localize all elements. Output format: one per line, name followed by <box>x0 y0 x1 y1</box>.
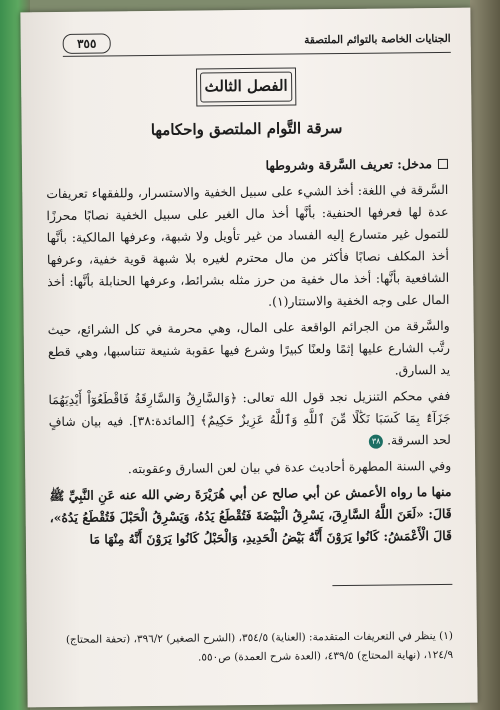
chapter-title: الفصل الثالث <box>200 72 292 103</box>
verse-number-icon: ٣٨ <box>369 434 383 448</box>
book-page <box>20 8 477 708</box>
section-title: سرقة التَّوام الملتصق واحكامها <box>150 119 343 140</box>
body-text <box>46 153 452 555</box>
paragraph-hadith: منها ما رواه الأعمش عن أبي صالح عن أبي هُرَيْرَةَ رضي الله عنه عَنِ النَّبِيِّ ﷺ قَالَ: «لَعَنَ اللَّهُ السَّارِقَ، يَسْرِقُ الْبَيْضَةَ فَتُقْطَعُ يَدُهُ، وَيَسْرِقُ الْحَبْلَ فَتُقْطَعُ يَدُهُ»، قَالَ الْأَعْمَشُ: كَانُوا يَرَوْنَ أَنَّهُ بَيْضُ الْحَدِيدِ، وَالْحَبْلُ كَانُوا يَرَوْنَ أَنَّهُ مِنْهَا مَا <box>49 483 452 547</box>
paragraph-sunnah: وفي السنة المطهرة أحاديث عدة في بيان لعن السارق وعقوبته. <box>127 457 452 477</box>
subheading-text: مدخل: تعريف السَّرقة وشروطها <box>265 156 433 173</box>
footnotes <box>51 627 453 669</box>
footnote-divider <box>332 584 452 586</box>
quran-text: ففي محكم التنزيل نجد قول الله تعالى: ﴿وَالسَّارِقُ وَالسَّارِقَةُ فَاقْطَعُوٓاْ أَيْدِيَهُمَا جَزَآءًۢ بِمَا كَسَبَا نَكَٰلًا مِّنَ ٱللَّهِ وَٱللَّهُ عَزِيزٌ حَكِيمٌ﴾ [المائدة:٣٨]. فيه بيان شافٍ لحد السرقة. <box>48 387 451 448</box>
running-title: الجنايات الخاصة بالتوائم الملتصقة <box>304 32 451 47</box>
page-number: ٣٥٥ <box>63 33 111 54</box>
paragraph-definitions: السَّرقة في اللغة: أخذ الشيء على سبيل الخفية والاستسرار، وللفقهاء تعريفات عدة لها فعرفها الحنفية: بأنَّها أخذ مال الغير على سبيل الخفية نصابًا محرزًا للتمول غير متسارع إليه الفساد من غير تأويل ولا شبهة، وعرفها المالكية: بأنَّها أخذ المكلف نصابًا فأكثر من مال محترم لغيره بلا شبهة قوية خفية، وعرفها الشافعية بأنَّها: أخذ مال خفية من حرز مثله بشرائط، وعرفها الحنابلة بأنَّها: أخذ المال على وجه الخفية والاستتار(١). <box>46 181 450 309</box>
paragraph-crime: والسَّرقة من الجرائم الواقعة على المال، وهي محرمة في كل الشرائع، حيث رتَّب الشارع عليها إثمًا ولعنًا كبيرًا وشرع فيها عقوبة شنيعة تتناسبها، وهي قطع يد السارق. <box>47 317 451 378</box>
square-bullet-icon <box>438 159 448 169</box>
chapter-title-box <box>196 67 296 106</box>
footnote-1: (١) ينظر في التعريفات المتقدمة: (العناية) ٣٥٤/٥، (الشرح الصغير) ٣٩٦/٢، (تحفة المحتاج) ١٢٤/٩، (نهاية المحتاج) ٤٣٩/٥، (العدة شرح العمدة) ص٥٥٠. <box>65 629 454 664</box>
subheading <box>46 153 448 179</box>
paragraph-quran <box>48 385 451 455</box>
page-header <box>63 30 451 57</box>
